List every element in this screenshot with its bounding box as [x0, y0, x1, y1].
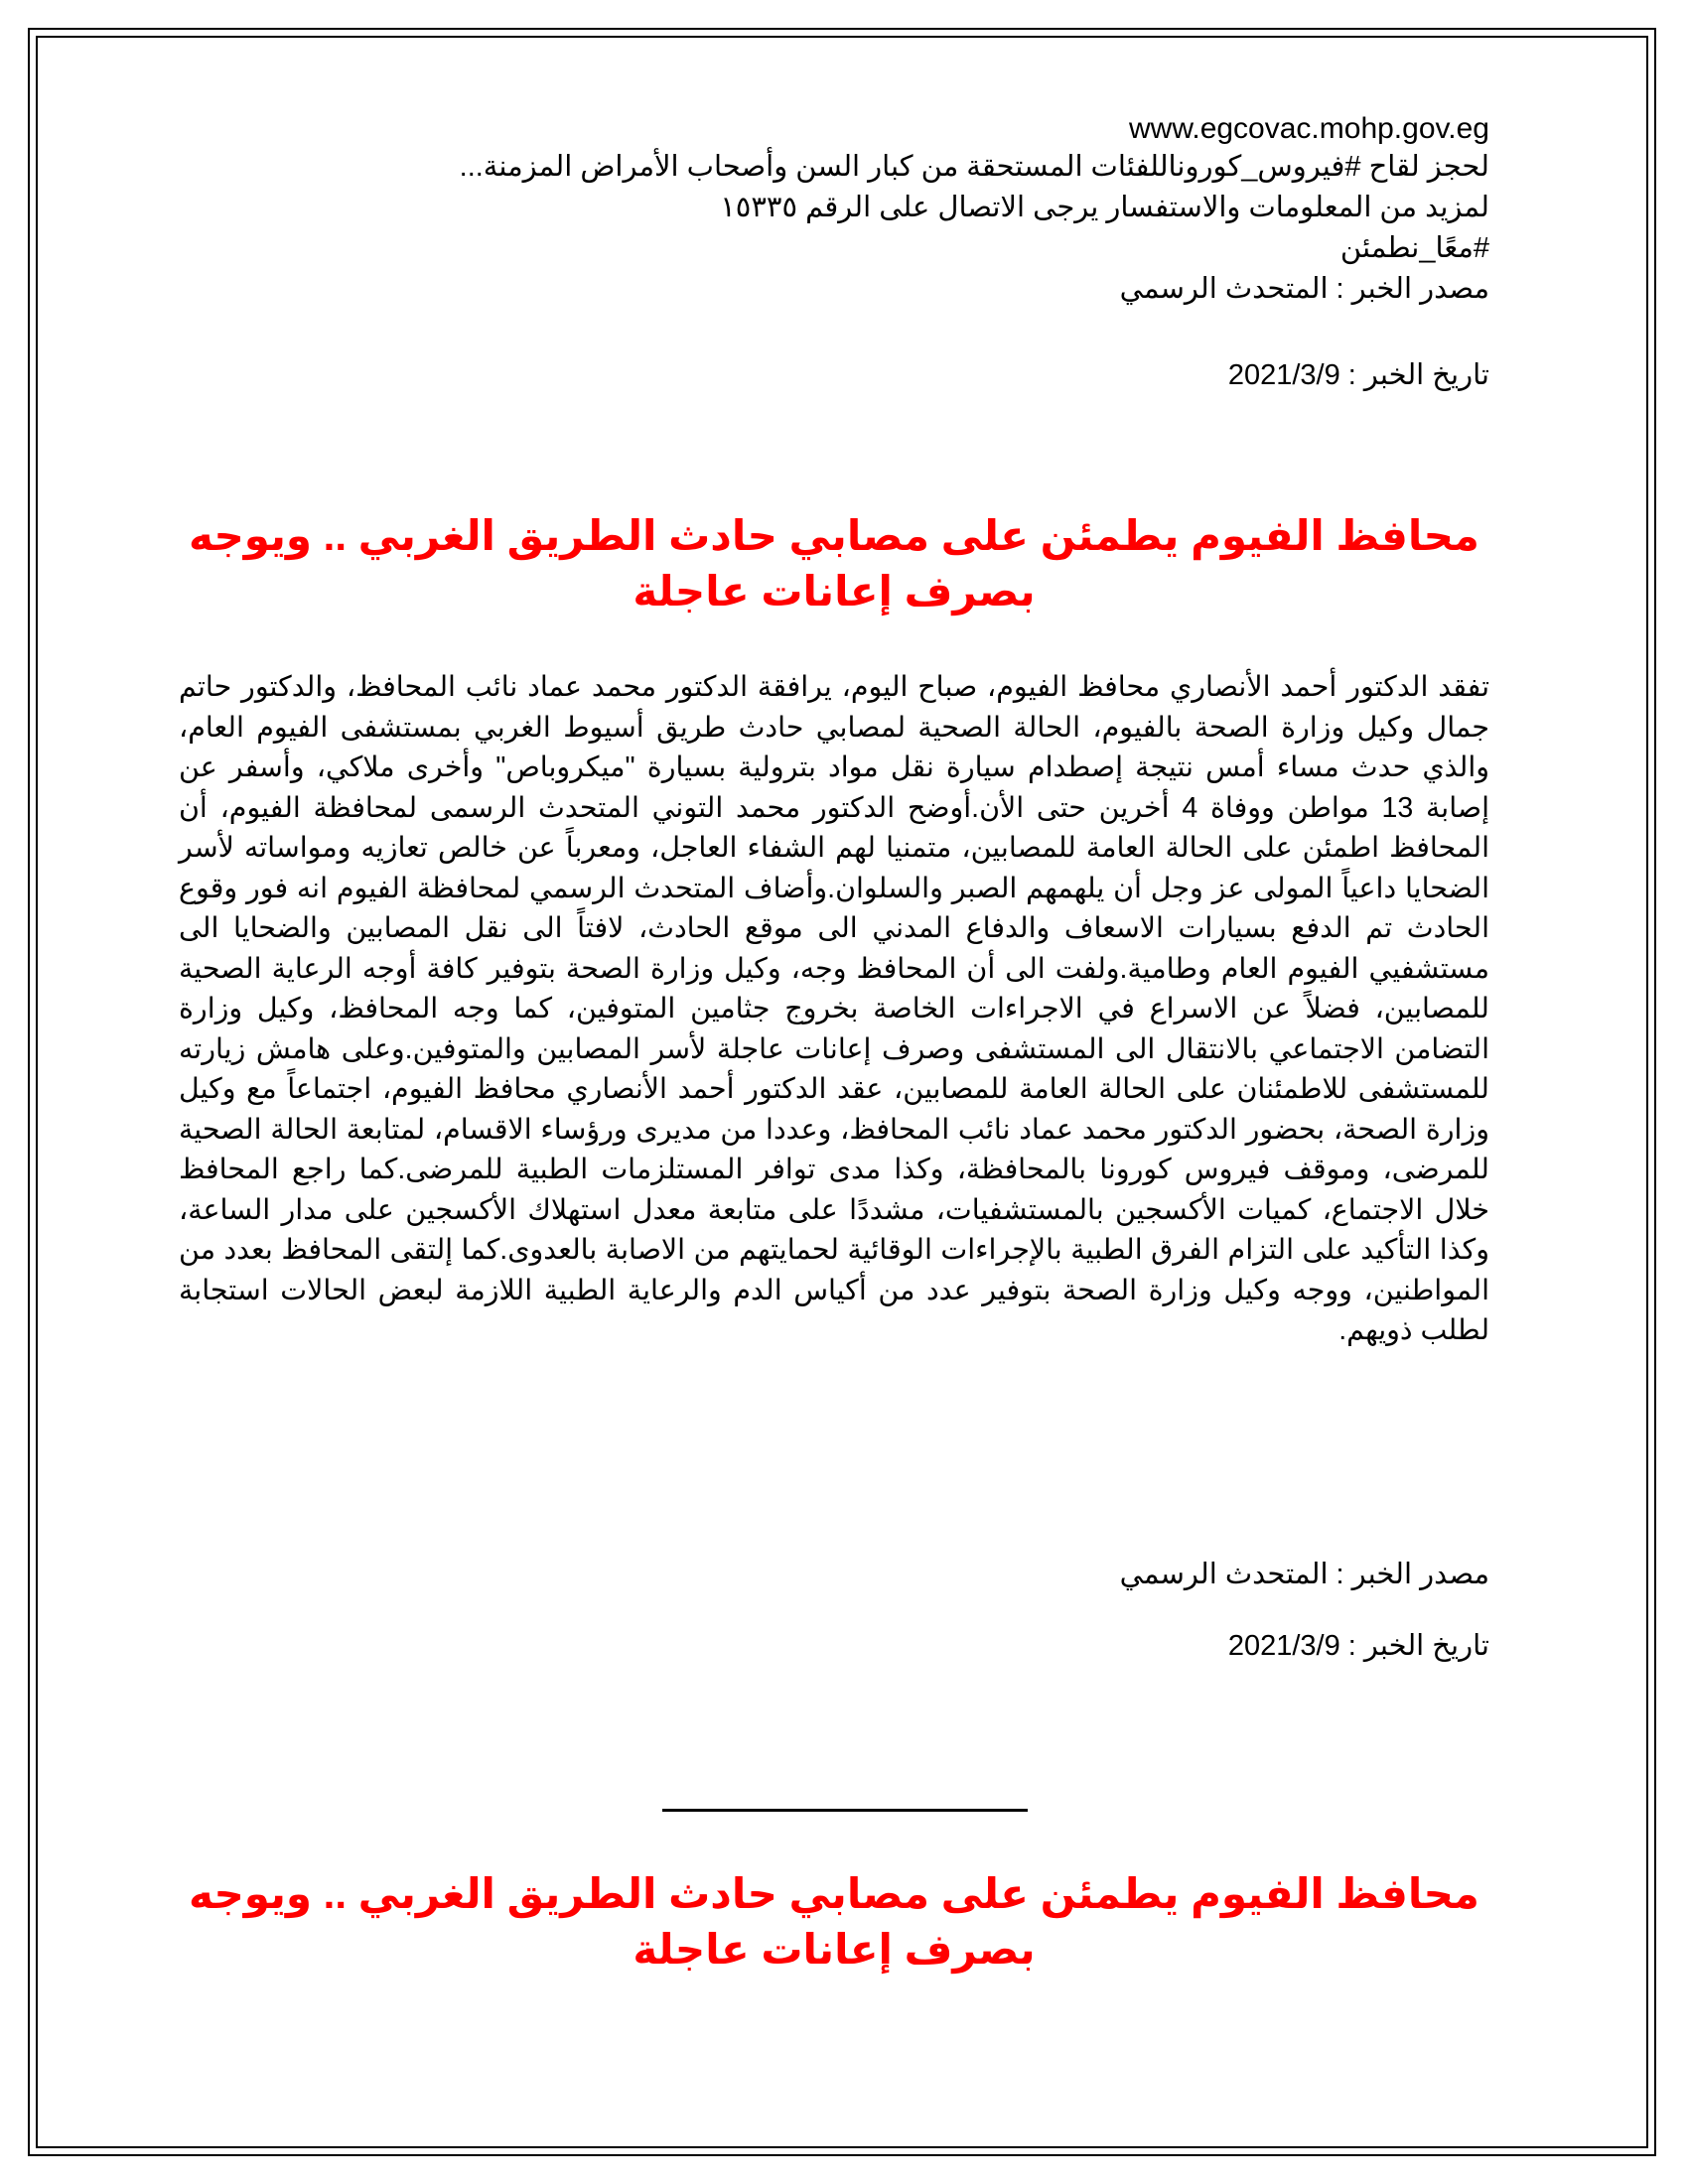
- news-source-top: مصدر الخبر : المتحدث الرسمي: [1119, 273, 1489, 305]
- news-source-bottom: مصدر الخبر : المتحدث الرسمي: [1119, 1559, 1489, 1590]
- article-body: تفقد الدكتور أحمد الأنصاري محافظ الفيوم، صباح اليوم، يرافقة الدكتور محمد عماد نائب المحافظ، والدكتور حاتم جمال وكيل وزارة الصحة بالفيوم، الحالة الصحية لمصابي حادث طريق أسيوط الغربي بمستشفى الفيوم العام، والذي حدث مساء أمس نتيجة إصطدام سيارة نقل مواد بترولية بسيارة "ميكروباص" وأخرى ملاكي، وأسفر عن إصابة 13 مواطن ووفاة 4 أخرين حتى الأن.أوضح الدكتور محمد التوني المتحدث الرسمى لمحافظة الفيوم، أن المحافظ اطمئن على الحالة العامة للمصابين، متمنيا لهم الشفاء العاجل، ومعرباً عن خالص تعازيه ومواساته لأسر الضحايا داعياً المولى عز وجل أن يلهمهم الصبر والسلوان.وأضاف المتحدث الرسمي لمحافظة الفيوم انه فور وقوع الحادث تم الدفع بسيارات الاسعاف والدفاع المدني الى موقع الحادث، لافتاً الى نقل المصابين والضحايا الى مستشفيي الفيوم العام وطامية.ولفت الى أن المحافظ وجه، وكيل وزارة الصحة بتوفير كافة أوجه الرعاية الصحية للمصابين، فضلاً عن الاسراع في الاجراءات الخاصة بخروج جثامين المتوفين، كما وجه المحافظ، وكيل وزارة التضامن الاجتماعي بالانتقال الى المستشفى وصرف إعانات عاجلة لأسر المصابين والمتوفين.وعلى هامش زيارته للمستشفى للاطمئنان على الحالة العامة للمصابين، عقد الدكتور أحمد الأنصاري محافظ الفيوم، اجتماعاً مع وكيل وزارة الصحة، بحضور الدكتور محمد عماد نائب المحافظ، وعددا من مديرى ورؤساء الاقسام، لمتابعة الحالة الصحية للمرضى، وموقف فيروس كورونا بالمحافظة، وكذا مدى توافر المستلزمات الطبية للمرضى.كما راجع المحافظ خلال الاجتماع، كميات الأكسجين بالمستشفيات، مشددًا على متابعة معدل استهلاك الأكسجين على مدار الساعة، وكذا التأكيد على التزام الفرق الطبية بالإجراءات الوقائية لحمايتهم من الاصابة بالعدوى.كما إلتقى المحافظ بعدد من المواطنين، ووجه وكيل وزارة الصحة بتوفير عدد من أكياس الدم والرعاية الطبية اللازمة لبعض الحالات استجابة لطلب ذويهم.: [179, 671, 1490, 1346]
- hashtag-line: #معًا_نطمئن: [1339, 232, 1489, 264]
- next-article-headline: محافظ الفيوم يطمئن على مصابي حادث الطريق الغربي .. ويوجه بصرف إعانات عاجلة: [189, 1870, 1479, 1973]
- website-url[interactable]: www.egcovac.mohp.gov.eg: [1129, 112, 1489, 145]
- news-date-bottom: تاريخ الخبر : 2021/3/9: [1227, 1630, 1489, 1662]
- contact-line: لمزيد من المعلومات والاستفسار يرجى الاتصال على الرقم ١٥٣٣٥: [720, 192, 1489, 223]
- news-date-top: تاريخ الخبر : 2021/3/9: [1227, 359, 1489, 391]
- vaccine-booking-line: لحجز لقاح #فيروس_كوروناللفئات المستحقة من كبار السن وأصحاب الأمراض المزمنة...: [459, 151, 1489, 183]
- section-divider: [662, 1809, 1028, 1812]
- article-headline: محافظ الفيوم يطمئن على مصابي حادث الطريق الغربي .. ويوجه بصرف إعانات عاجلة: [189, 512, 1479, 614]
- intro-block: [179, 147, 1489, 310]
